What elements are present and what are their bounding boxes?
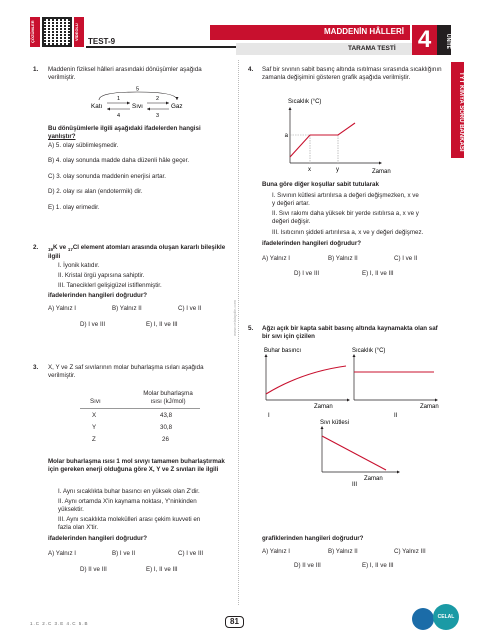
q5-question: grafiklerinden hangileri doğrudur? <box>262 535 364 542</box>
q3-text: X, Y ve Z saf sıvılarının molar buharlaşma ısıları aşağıda verilmiştir. <box>48 364 204 380</box>
q2-option-d[interactable]: D) I ve III <box>80 321 106 328</box>
svg-text:Zaman: Zaman <box>420 404 439 410</box>
q3-option-a[interactable]: A) Yalnız I <box>48 550 76 557</box>
svg-text:Zaman: Zaman <box>314 404 333 410</box>
q3-row-z-label: Z <box>92 436 96 443</box>
side-tab: TYT KİMYA SORU BANKASI <box>451 62 464 158</box>
q5-option-a[interactable]: A) Yalnız I <box>262 548 290 555</box>
q5-option-b[interactable]: B) Yalnız II <box>328 548 358 555</box>
q4-option-b[interactable]: B) Yalnız II <box>328 255 358 262</box>
q5-curve-1 <box>266 366 346 394</box>
svg-text:2: 2 <box>156 96 160 102</box>
q5-graph-2 <box>350 344 445 419</box>
q4-graph <box>280 95 400 177</box>
q2-item-1: I. İyonik katıdır. <box>58 262 100 269</box>
q1-diagram <box>85 86 195 120</box>
q4-question: ifadelerinden hangileri doğrudur? <box>262 240 362 247</box>
q4-xlabel: Zaman <box>372 169 391 175</box>
q1-solid: Katı <box>91 103 103 110</box>
q3-item-3b: fazla olan X'tir. <box>58 524 99 531</box>
q3-lead: Molar buharlaşma ısısı 1 mol sıvıyı tamamen buharlaştırmak için gereken enerji olduğuna göre X, Y ve Z sıvıları ile ilgili <box>48 458 225 474</box>
q4-a-label: a <box>284 133 288 139</box>
q1-gas: Gaz <box>171 103 183 110</box>
q4-item-1: I. Sıvının kütlesi artırılırsa a değeri değişmezken, x ve <box>272 192 419 199</box>
q3-option-d[interactable]: D) II ve III <box>80 566 107 573</box>
q3-option-e[interactable]: E) I, II ve III <box>146 566 178 573</box>
q3-row-z-value: 26 <box>162 436 169 443</box>
q4-item-2: II. Sıvı rakımı daha yüksek bir yerde ısıtılırsa a, x ve y <box>272 210 419 217</box>
q1-arrow-5 <box>99 92 177 100</box>
q5-option-e[interactable]: E) I, II ve III <box>362 562 394 569</box>
svg-text:1: 1 <box>117 96 121 102</box>
answer-key: 1.C 2.C 3.E 4.C 5.B <box>30 621 89 626</box>
unit-number: 4 <box>412 25 437 55</box>
q3-question: ifadelerinden hangileri doğrudur? <box>48 535 148 542</box>
q4-text: Saf bir sıvının sabit basınç altında ısıtılması sırasında sıcaklığının zamanla değişimini gösteren grafik aşağıda verilmiştir. <box>262 66 442 82</box>
q3-item-2b: yüksektir. <box>58 506 84 513</box>
test-label: TEST-9 <box>88 37 116 46</box>
solutions-tag: ÇÖZÜMLER <box>30 17 40 47</box>
video-tag: VİDEOLU <box>74 17 84 47</box>
q5-text: Ağzı açık bir kapta sabit basınç altında kaynamakta olan saf bir sıvı için çizilen <box>262 325 438 341</box>
page-title: MADDENİN HÂLLERİ <box>210 25 410 40</box>
q3-option-b[interactable]: B) I ve II <box>112 550 136 557</box>
q4-item-1b: y değeri artar. <box>272 200 310 207</box>
q1-option-d[interactable]: D) 2. olay ısı alan (endotermik) dir. <box>48 188 143 195</box>
q3-row-x-label: X <box>92 412 97 419</box>
q2-item-3: III. Taneciklerl gelişigüzel istiflenmiştir. <box>58 282 162 289</box>
header-divider <box>86 46 236 48</box>
q2-option-c[interactable]: C) I ve II <box>178 305 202 312</box>
q5-curve-3 <box>322 436 386 470</box>
q1-liquid: Sıvı <box>132 103 143 110</box>
unit-label: ÜNİTE <box>437 25 451 55</box>
q4-number: 4. <box>248 66 254 73</box>
q2-question: ifadelerinden hangileri doğrudur? <box>48 292 148 299</box>
page-subtitle: TARAMA TESTİ <box>236 43 412 55</box>
q1-text: Maddenin fiziksel hâlleri arasındaki dönüşümler aşağıda verilmiştir. <box>48 66 202 82</box>
svg-text:II: II <box>394 413 398 419</box>
q1-option-e[interactable]: E) 1. olay erimedir. <box>48 204 100 211</box>
q4-x-label: x <box>308 167 311 173</box>
q3-number: 3. <box>33 364 39 371</box>
q4-lead: Buna göre diğer koşullar sabit tutularak <box>262 181 379 188</box>
q3-item-2: II. Aynı ortamda X'in kaynama noktası, Y'ninkinden <box>58 498 197 505</box>
q4-option-e[interactable]: E) I, II ve III <box>362 270 394 277</box>
q1-option-c[interactable]: C) 3. olay sonunda maddenin enerjisi artar. <box>48 173 166 180</box>
svg-text:Buhar basıncı: Buhar basıncı <box>264 348 302 354</box>
q2-text: $_{19}$K ve $_{17}$Cl element atomları arasında oluşan kararlı bileşikle ilgili <box>48 244 226 261</box>
q1-number: 1. <box>33 66 39 73</box>
q5-option-c[interactable]: C) Yalnız III <box>394 548 426 555</box>
svg-text:5: 5 <box>136 86 140 93</box>
svg-text:Zaman: Zaman <box>364 476 383 482</box>
svg-text:Sıcaklık (°C): Sıcaklık (°C) <box>352 348 386 354</box>
q3-row-x-value: 43,8 <box>160 412 173 419</box>
q2-option-b[interactable]: B) Yalnız II <box>112 305 142 312</box>
q1-question: Bu dönüşümlerle ilgili aşağıdaki ifadelerden hangisi <box>48 125 201 132</box>
q1-option-a[interactable]: A) 5. olay süblimleşmedir. <box>48 142 119 149</box>
svg-text:I: I <box>268 413 270 419</box>
q4-option-a[interactable]: A) Yalnız I <box>262 255 290 262</box>
q3-row-y-label: Y <box>92 424 97 431</box>
q1-option-b[interactable]: B) 4. olay sonunda madde daha düzenli hâle geçer. <box>48 157 190 164</box>
column-divider <box>238 60 239 605</box>
qr-code-icon[interactable] <box>42 17 72 47</box>
q5-number: 5. <box>248 325 254 332</box>
svg-text:4: 4 <box>117 113 121 119</box>
q1-question-underlined: yanlıştır? <box>48 133 76 140</box>
svg-text:3: 3 <box>156 113 160 119</box>
q4-y-label: y <box>336 167 339 173</box>
q4-item-3: III. Isıtıcının şiddeti artırılırsa a, x ve y değeri değişmez. <box>272 229 424 236</box>
q3-row-y-value: 30,8 <box>160 424 173 431</box>
q4-item-2b: değeri değişir. <box>272 218 311 225</box>
q4-option-d[interactable]: D) I ve III <box>294 270 320 277</box>
q5-graph-1 <box>262 344 352 419</box>
q4-curve <box>290 123 355 157</box>
q4-option-c[interactable]: C) I ve II <box>394 255 418 262</box>
q3-item-3: III. Aynı sıcaklıkta molekülleri arası çekim kuvveti en <box>58 516 201 523</box>
q3-item-1: I. Aynı sıcaklıkta buhar basıncı en yüksek olan Z'dir. <box>58 488 200 495</box>
q5-graph-3 <box>318 416 408 486</box>
q2-item-2: II. Kristal örgü yapısına sahiptir. <box>58 272 145 279</box>
watermark: www.celalaydin.com <box>232 300 237 337</box>
celal-logo: CELAL <box>433 604 459 630</box>
svg-text:Sıvı kütlesi: Sıvı kütlesi <box>320 420 350 426</box>
page-number: 81 <box>225 616 244 628</box>
q2-option-a[interactable]: A) Yalnız I <box>48 305 76 312</box>
q4-ylabel: Sıcaklık (°C) <box>288 99 322 105</box>
q3-col1-header: Sıvı <box>90 398 101 405</box>
svg-text:III: III <box>352 482 358 486</box>
q3-option-c[interactable]: C) I ve III <box>178 550 204 557</box>
q2-option-e[interactable]: E) I, II ve III <box>146 321 178 328</box>
q5-option-d[interactable]: D) II ve III <box>294 562 321 569</box>
publisher-logo-icon <box>412 608 434 630</box>
q3-col2-header: Molar buharlaşma ısısı (kJ/mol) <box>143 390 193 406</box>
q2-number: 2. <box>33 244 39 251</box>
